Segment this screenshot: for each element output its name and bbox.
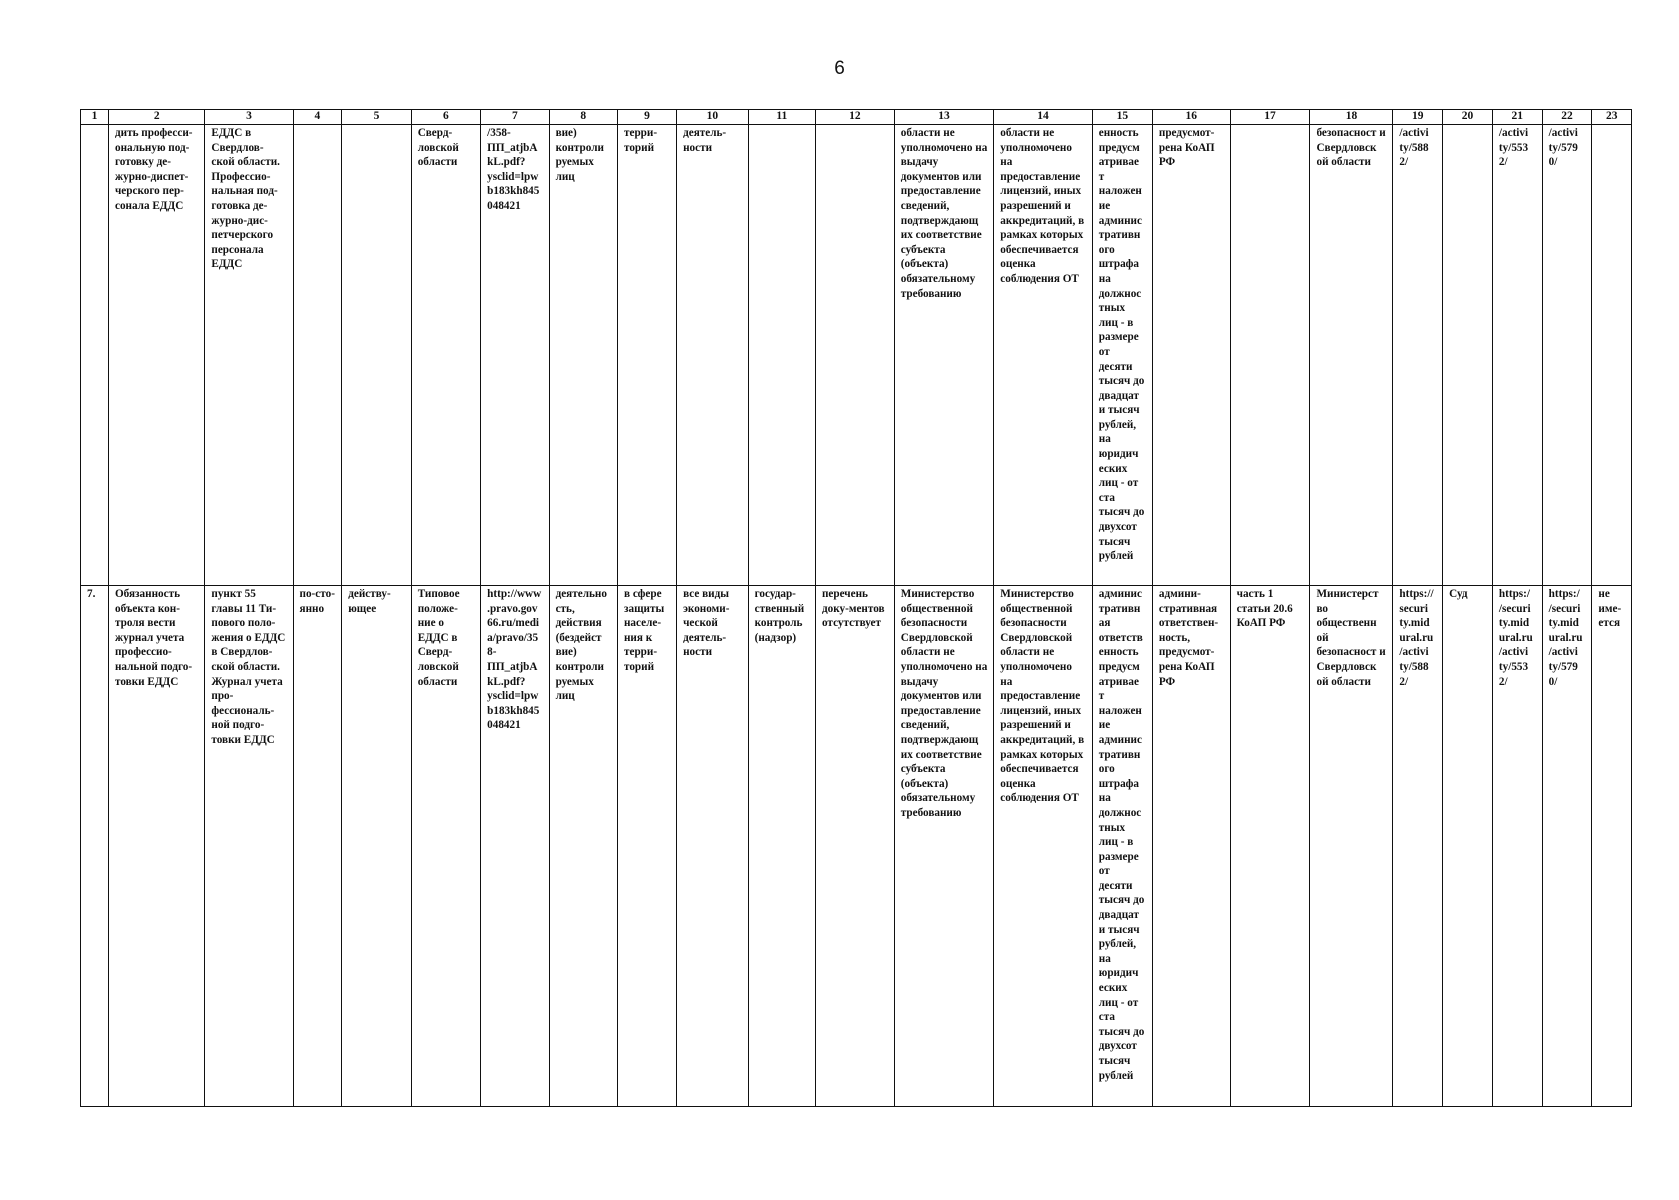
column-number: 21: [1492, 110, 1542, 125]
table-cell: админи-стративная ответствен-ность, предусмот-рена КоАП РФ: [1152, 586, 1230, 1107]
requirement-cell: дить професси-ональную под-готовку де-журно-диспет-черского пер-сонала ЕДДС: [108, 125, 204, 586]
table-cell: часть 1 статьи 20.6 КоАП РФ: [1230, 586, 1310, 1107]
table-cell: [293, 125, 342, 586]
table-cell: в сфере защиты населе-ния к терри-торий: [617, 586, 676, 1107]
column-number: 6: [411, 110, 480, 125]
link-cell[interactable]: https://securi ty.mid ural.ru /activi ty/588 2/: [1393, 586, 1443, 1107]
link-cell[interactable]: https:/ /securi ty.mid ural.ru /activi ty/579 0/: [1542, 586, 1592, 1107]
column-number: 17: [1230, 110, 1310, 125]
column-number: 16: [1152, 110, 1230, 125]
table-cell: безопасност и Свердловск ой области: [1310, 125, 1393, 586]
requirement-cell: Обязанность объекта кон-троля вести журнал учета профессио-нальной подго-товки ЕДДС: [108, 586, 204, 1107]
column-number: 5: [342, 110, 411, 125]
column-number: 15: [1092, 110, 1152, 125]
column-number: 7: [481, 110, 549, 125]
column-number: 14: [994, 110, 1092, 125]
table-cell: области не уполномочено на выдачу документов или предоставление сведений, подтверждающ их соответствие субъекта (объекта) обязательному требованию: [894, 125, 994, 586]
row-number-cell: 7.: [81, 586, 109, 1107]
table-cell: [748, 125, 815, 586]
legal-act-cell: ЕДДС в Свердлов-ской области. Профессио-нальная под-готовка де-журно-дис-петчерского персонала ЕДДС: [205, 125, 293, 586]
table-cell: вие) контроли руемых лиц: [549, 125, 617, 586]
column-number: 10: [677, 110, 749, 125]
table-cell: Министерство общественной безопасности Свердловской области не уполномочено на предоставление лицензий, иных разрешений и аккредитаций, в рамках которых обеспечивается оценка соблюдения ОТ: [994, 586, 1092, 1107]
link-cell[interactable]: /activi ty/579 0/: [1542, 125, 1592, 586]
column-number: 20: [1443, 110, 1493, 125]
row-number-cell: [81, 125, 109, 586]
column-number: 2: [108, 110, 204, 125]
table-cell: Сверд-ловской области: [411, 125, 480, 586]
table-cell: государ-ственный контроль (надзор): [748, 586, 815, 1107]
legal-act-cell: пункт 55 главы 11 Ти-пового поло-жения о ЕДДС в Свердлов-ской области. Журнал учета про-фессиональ-ной подго-товки ЕДДС: [205, 586, 293, 1107]
column-number: 13: [894, 110, 994, 125]
table-cell: [1230, 125, 1310, 586]
control-requirements-table: [80, 109, 1632, 1107]
table-cell: енность предусм атривае т наложен ие админис тративн ого штрафа на должнос тных лиц - в размере от десяти тысяч до двадцат и тысяч рублей, на юридич еских лиц - от ста тысяч до двухсот тысяч рублей: [1092, 125, 1152, 586]
table-cell: [1443, 125, 1493, 586]
table-cell: предусмот-рена КоАП РФ: [1152, 125, 1230, 586]
link-cell[interactable]: http://www.pravo.gov66.ru/media/pravo/358-ПП_atjbAkL.pdf?ysclid=lpwb183kh845048421: [481, 586, 549, 1107]
table-cell: перечень доку-ментов отсутствует: [815, 586, 894, 1107]
column-number: 9: [617, 110, 676, 125]
column-number: 1: [81, 110, 109, 125]
link-cell[interactable]: /activi ty/588 2/: [1393, 125, 1443, 586]
table-cell: терри-торий: [617, 125, 676, 586]
column-number: 23: [1592, 110, 1632, 125]
table-cell: [342, 125, 411, 586]
column-number: 8: [549, 110, 617, 125]
table-cell: админис тративн ая ответств енность предусм атривае т наложен ие админис тративн ого штрафа на должнос тных лиц - в размере от десяти тысяч до двадцат и тысяч рублей, на юридич еских лиц - от ста тысяч до двухсот тысяч рублей: [1092, 586, 1152, 1107]
table-cell: все виды экономи-ческой деятель-ности: [677, 586, 749, 1107]
column-number: 3: [205, 110, 293, 125]
table-cell: Министерст во общественн ой безопасност и Свердловск ой области: [1310, 586, 1393, 1107]
table-cell: [815, 125, 894, 586]
column-number: 18: [1310, 110, 1393, 125]
table-cell: Суд: [1443, 586, 1493, 1107]
page-number: 6: [834, 58, 845, 79]
table-cell: деятельно сть, действия (бездейст вие) контроли руемых лиц: [549, 586, 617, 1107]
column-number: 19: [1393, 110, 1443, 125]
column-number: 12: [815, 110, 894, 125]
column-number: 11: [748, 110, 815, 125]
column-number: 4: [293, 110, 342, 125]
table-cell: не име-ется: [1592, 586, 1632, 1107]
column-number: 22: [1542, 110, 1592, 125]
table-row: [81, 125, 1632, 586]
link-cell[interactable]: https:/ /securi ty.mid ural.ru /activi ty/553 2/: [1492, 586, 1542, 1107]
link-cell[interactable]: /activi ty/553 2/: [1492, 125, 1542, 586]
table-cell: деятель-ности: [677, 125, 749, 586]
table-cell: действу-ющее: [342, 586, 411, 1107]
column-number-row: [81, 110, 1632, 125]
table-cell: Типовое положе-ние о ЕДДС в Сверд-ловской области: [411, 586, 480, 1107]
table-cell: [1592, 125, 1632, 586]
table-row: [81, 586, 1632, 1107]
table-cell: области не уполномочено на предоставление лицензий, иных разрешений и аккредитаций, в рамках которых обеспечивается оценка соблюдения ОТ: [994, 125, 1092, 586]
table-cell: Министерство общественной безопасности Свердловской области не уполномочено на выдачу документов или предоставление сведений, подтверждающ их соответствие субъекта (объекта) обязательному требованию: [894, 586, 994, 1107]
table-cell: по-сто-янно: [293, 586, 342, 1107]
link-cell[interactable]: /358-ПП_atjbAkL.pdf?ysclid=lpwb183kh845048421: [481, 125, 549, 586]
